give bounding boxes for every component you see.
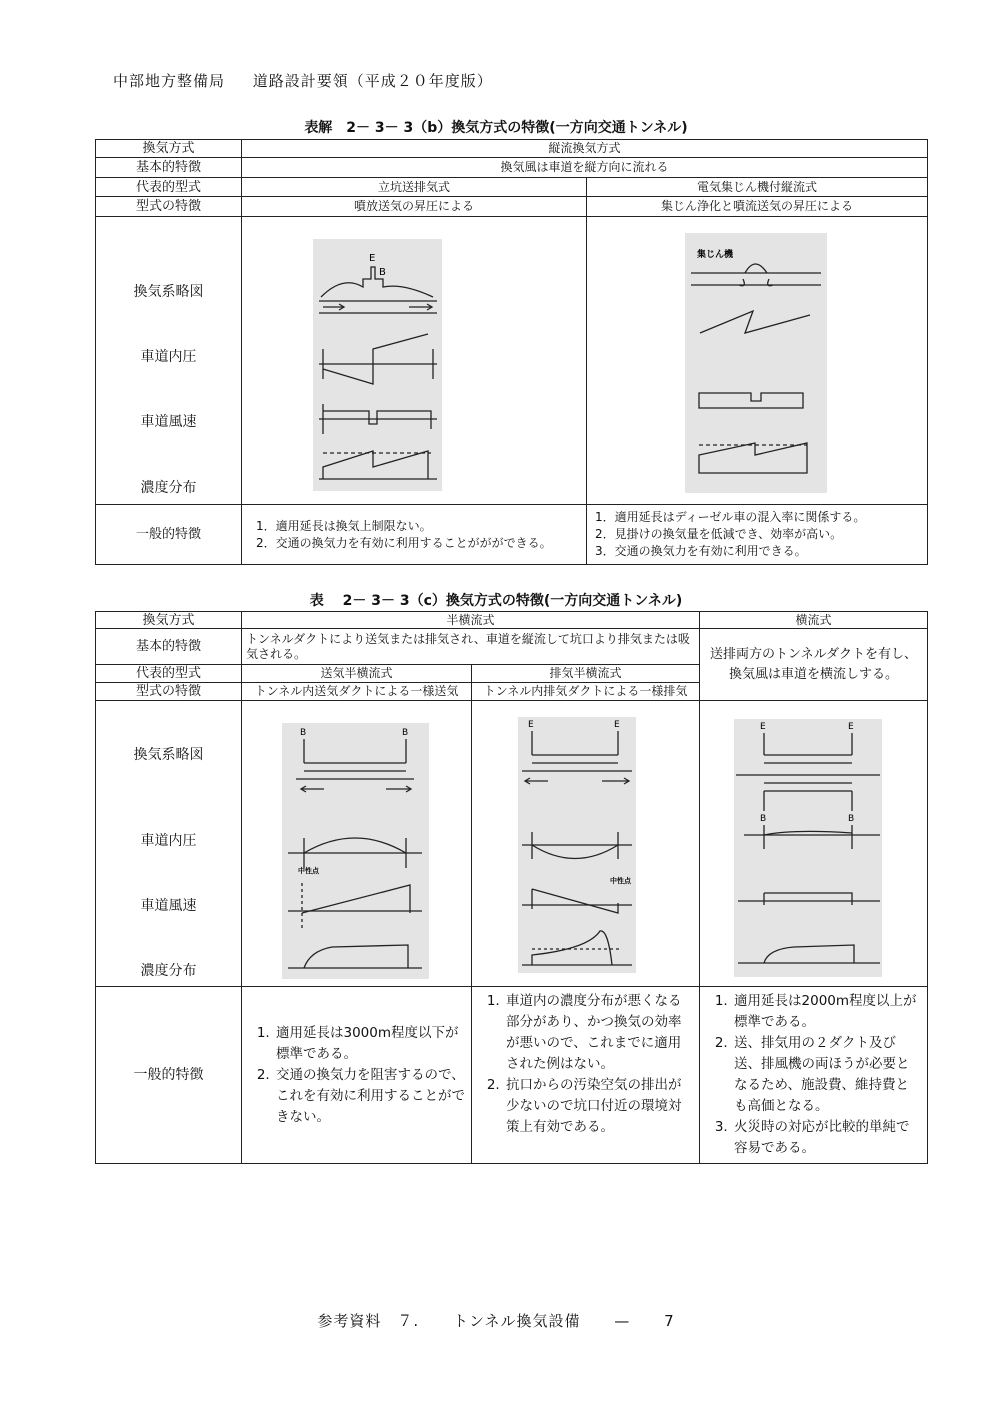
general-supply-1: 1. 適用延長は3000m程度以下が標準である。 [274, 1023, 465, 1065]
row-label-type-c: 代表的型式 [96, 665, 242, 683]
type-supply-semi: 送気半横流式 [242, 665, 472, 683]
feature-exhaust-semi: トンネル内排気ダクトによる一様排気 [472, 683, 700, 701]
general-shaft-1: 1．適用延長は換気上制限ない。 [256, 518, 432, 533]
label-concentration: 濃度分布 [140, 480, 197, 496]
general-exhaust-2: 2. 抗口からの汚染空気の排出が少ないので坑口付近の環境対策上有効である。 [504, 1075, 693, 1138]
general-electrostatic [587, 505, 928, 565]
type-exhaust-semi: 排気半横流式 [472, 665, 700, 683]
figure-cell-electrostatic [587, 217, 928, 505]
general-transverse-2: 2. 送、排気用の２ダクト及び送、排風機の両ほうが必要となるため、施設費、維持費とも高価となる。 [732, 1033, 921, 1117]
row-label-type-feature: 型式の特徴 [96, 197, 242, 217]
row-label-basic-c: 基本的特徴 [96, 629, 242, 665]
exhaust-neutral-label: 中性点 [610, 877, 631, 885]
footer-dash: — [614, 1312, 631, 1330]
type-shaft: 立坑送排気式 [242, 178, 587, 197]
header-org: 中部地方整備局 [113, 72, 226, 90]
supply-b-left: B [300, 728, 307, 738]
label-velocity: 車道風速 [140, 414, 197, 430]
feature-electrostatic: 集じん浄化と噴流送気の昇圧による [587, 197, 928, 217]
general-transverse [700, 987, 928, 1164]
exhaust-e-left: E [528, 720, 534, 730]
transverse-e-left: E [760, 722, 766, 732]
table-b [95, 139, 928, 565]
label-concentration-c: 濃度分布 [140, 963, 197, 979]
semi-transverse-header: 半横流式 [242, 612, 700, 629]
diagram-label-cell-c [96, 701, 242, 987]
header-doc: 道路設計要領（平成２０年度版） [252, 72, 493, 90]
semi-basic: トンネルダクトにより送気または排気され、車道を縦流して坑口より排気または吸気される。 [242, 629, 700, 665]
label-pressure-c: 車道内圧 [140, 833, 197, 849]
supply-semi-figure [282, 723, 429, 979]
shaft-e-label: E [369, 253, 376, 264]
table-c-title: 表 2－ 3－ 3（c）換気方式の特徴(一方向交通トンネル) [309, 593, 683, 609]
shaft-diagram-icon [313, 239, 442, 491]
general-shaft [242, 505, 587, 565]
feature-supply-semi: トンネル内送気ダクトによる一様送気 [242, 683, 472, 701]
supply-neutral-label: 中性点 [298, 867, 319, 875]
general-transverse-3: 3. 火災時の対応が比較的単純で容易である。 [732, 1117, 921, 1159]
page-footer [0, 1310, 992, 1331]
shaft-b-label: B [379, 267, 386, 278]
figure-cell-transverse [700, 701, 928, 987]
row-label-method-c: 換気方式 [96, 612, 242, 629]
transverse-figure [734, 719, 882, 977]
row-label-general: 一般的特徴 [96, 505, 242, 565]
row-label-general-c: 一般的特徴 [96, 987, 242, 1164]
row-label-method: 換気方式 [96, 140, 242, 158]
figure-cell-exhaust-semi [472, 701, 700, 987]
electrostatic-diagram-icon [685, 233, 827, 493]
label-system-diagram: 換気系略図 [133, 284, 204, 300]
transverse-b-left: B [760, 814, 767, 824]
supply-semi-diagram-icon [282, 723, 429, 979]
general-exhaust-1: 1. 車道内の濃度分布が悪くなる部分があり、かつ換気の効率が悪いので、これまでに適用された例はない。 [504, 991, 693, 1075]
footer-page-number: 7 [664, 1312, 675, 1330]
cross-basic: 送排両方のトンネルダクトを有し、換気風は車道を横流しする。 [700, 629, 928, 701]
footer-section: 参考資料 ７. [317, 1312, 420, 1330]
supply-b-right: B [402, 728, 409, 738]
label-pressure: 車道内圧 [140, 349, 197, 365]
general-electrostatic-2: 2．見掛けの換気量を低減でき、効率が高い。 [595, 527, 843, 541]
transverse-e-right: E [848, 722, 854, 732]
page-header [113, 70, 493, 91]
transverse-b-right: B [848, 814, 855, 824]
label-system-diagram-c: 換気系略図 [133, 747, 204, 763]
footer-title: トンネル換気設備 [452, 1312, 581, 1330]
method-value: 縦流換気方式 [242, 140, 928, 158]
basic-value: 換気風は車道を縦方向に流れる [242, 158, 928, 178]
general-electrostatic-3: 3．交通の換気力を有効に利用できる。 [595, 544, 807, 558]
transverse-diagram-icon [734, 719, 882, 977]
exhaust-e-right: E [614, 720, 620, 730]
exhaust-semi-diagram-icon [518, 717, 636, 973]
collector-label: 集じん機 [697, 250, 734, 260]
general-transverse-1: 1. 適用延長は2000m程度以上が標準である。 [732, 991, 921, 1033]
table-c [95, 611, 928, 1164]
general-shaft-2: 2．交通の換気力を有効に利用することががができる。 [256, 535, 552, 550]
row-label-basic: 基本的特徴 [96, 158, 242, 178]
feature-shaft: 噴放送気の昇圧による [242, 197, 587, 217]
transverse-header: 横流式 [700, 612, 928, 629]
shaft-figure [313, 239, 442, 491]
figure-cell-supply-semi [242, 701, 472, 987]
label-velocity-c: 車道風速 [140, 898, 197, 914]
general-electrostatic-1: 1．適用延長はディーゼル車の混入率に関係する。 [595, 510, 866, 524]
figure-cell-shaft [242, 217, 587, 505]
row-label-type: 代表的型式 [96, 178, 242, 197]
general-exhaust-semi [472, 987, 700, 1164]
exhaust-semi-figure [518, 717, 636, 973]
electrostatic-figure [685, 233, 827, 493]
general-supply-2: 2. 交通の換気力を阻害するので、これを有効に利用することができない。 [274, 1065, 465, 1128]
diagram-label-cell [96, 217, 242, 505]
type-electrostatic: 電気集じん機付縦流式 [587, 178, 928, 197]
general-supply-semi [242, 987, 472, 1164]
row-label-type-feature-c: 型式の特徴 [96, 683, 242, 701]
table-b-title: 表解 2－ 3－ 3（b）換気方式の特徴(一方向交通トンネル) [304, 120, 688, 136]
